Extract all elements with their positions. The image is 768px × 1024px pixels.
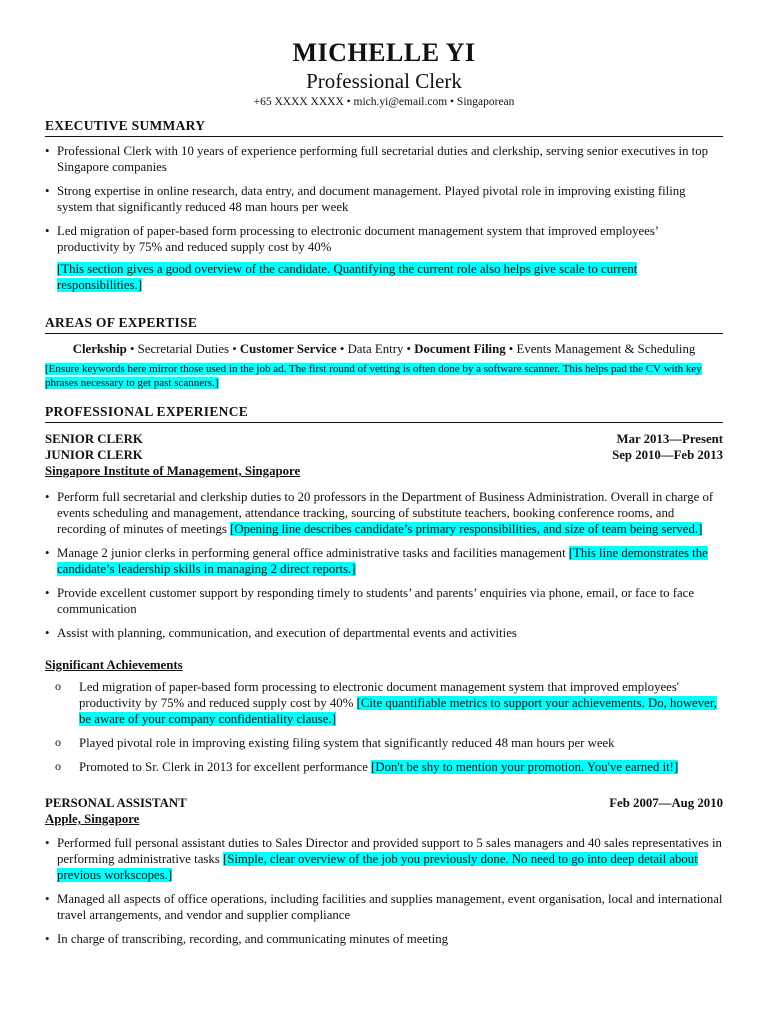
duty-bullet [45,489,723,537]
employer-name: Apple, Singapore [45,812,140,826]
section-heading-expertise: AREAS OF EXPERTISE [45,315,723,334]
summary-bullet: • Strong expertise in online research, data entry, and document management. Played pivotal role in improving existing filing system that significantly reduced 48 man hours per week [45,183,723,215]
duty-bullet [45,585,723,617]
duty-bullet [45,625,723,641]
highlighted-note: [This line demonstrates the candidate’s leadership skills in managing 2 direct reports.] [57,546,708,576]
expertise-keyword: Secretarial Duties [137,342,229,356]
achievement-text: Promoted to Sr. Clerk in 2013 for excellent performance [79,760,372,774]
summary-list [45,143,723,255]
job-dates: Mar 2013—Present [616,432,723,446]
expertise-note [45,362,723,390]
resume-page [45,38,723,955]
expertise-keyword: Data Entry [347,342,404,356]
candidate-name: MICHELLE YI [292,38,476,67]
duty-text: Managed all aspects of office operations, including facilities and supplies management, event organisation, local and international travel arrangements, and vendor and supplier compliance [57,892,723,922]
keyword-separator: • [229,342,240,356]
expertise-keyword: Clerkship [72,342,127,356]
achievement-item [55,735,723,751]
duty-text: In charge of transcribing, recording, and communicating minutes of meeting [57,932,449,946]
achievement-text: Led migration of paper-based form processing to electronic document management system that improved employees' productivity by 75% and reduced supply cost by 40% [79,680,680,710]
job1-duties [45,489,723,641]
highlighted-note: [Don't be shy to mention your promotion. You've earned it!] [371,760,679,774]
duty-text: Assist with planning, communication, and execution of departmental events and activities [57,626,517,640]
expertise-keyword: Events Management & Scheduling [516,342,696,356]
job-title: PERSONAL ASSISTANT [45,796,187,810]
expertise-keywords [45,340,723,358]
keyword-separator: • [336,342,348,356]
job-title-row [45,447,723,463]
duty-text: Manage 2 junior clerks in performing general office administrative tasks and facilities management [57,546,569,560]
expertise-keyword: Document Filing [414,342,506,356]
job-dates: Sep 2010—Feb 2013 [612,448,723,462]
summary-note [45,261,723,293]
job2-duties [45,835,723,947]
highlighted-note: [Simple, clear overview of the job you previously done. No need to go into deep detail about previous workscopes.] [57,852,698,882]
duty-bullet [45,545,723,577]
summary-bullet: • Professional Clerk with 10 years of experience performing full secretarial duties and clerkship, serving senior executives in top Singapore companies [45,143,723,175]
achievement-text: Played pivotal role in improving existing filing system that significantly reduced 48 man hours per week [79,736,615,750]
keyword-separator: • [505,342,517,356]
duty-text: Performed full personal assistant duties to Sales Director and provided support to 5 sales managers and 40 sales representatives in performing administrative tasks [57,836,722,866]
duty-bullet [45,835,723,883]
duty-text: Perform full secretarial and clerkship duties to 20 professors in the Department of Business Administration. Overall in charge of events scheduling and management, attendance tracking, sourcing of substitute teachers, booking conference rooms, and recording of minutes of meetings [57,490,714,536]
duty-text: Provide excellent customer support by responding timely to students’ and parents’ enquiries via phone, email, or face to face communication [57,586,695,616]
achievement-item [55,759,723,775]
keyword-separator: • [403,342,415,356]
candidate-title: Professional Clerk [306,69,462,93]
job-title: JUNIOR CLERK [45,448,143,462]
highlighted-note: [Cite quantifiable metrics to support your achievements. Do, however, be aware of your company confidentiality clause.] [79,696,717,726]
highlighted-note: [Opening line describes candidate’s primary responsibilities, and size of team being served.] [230,522,703,536]
achievements-list [45,679,723,775]
employer-name: Singapore Institute of Management, Singapore [45,464,301,478]
achievement-item [55,679,723,727]
duty-bullet [45,891,723,923]
job-title-row [45,795,723,811]
job-dates: Feb 2007—Aug 2010 [609,796,723,810]
section-heading-executive-summary: EXECUTIVE SUMMARY [45,118,723,137]
achievements-heading: Significant Achievements [45,658,183,672]
section-heading-experience: PROFESSIONAL EXPERIENCE [45,404,723,423]
summary-bullet: • Led migration of paper-based form processing to electronic document management system that improved employees’ productivity by 75% and reduced supply cost by 40% [45,223,723,255]
contact-line: +65 XXXX XXXX • mich.yi@email.com • Singaporean [253,96,515,108]
keyword-separator: • [126,342,138,356]
job-title-row [45,431,723,447]
duty-bullet [45,931,723,947]
highlighted-note: [Ensure keywords here mirror those used in the job ad. The first round of vetting is often done by a software scanner. This helps pad the CV with key phrases necessary to get past scanners.] [45,363,702,389]
highlighted-note: [This section gives a good overview of the candidate. Quantifying the current role also helps give scale to current responsibilities.] [57,262,638,292]
expertise-keyword: Customer Service [239,342,337,356]
job-title: SENIOR CLERK [45,432,143,446]
